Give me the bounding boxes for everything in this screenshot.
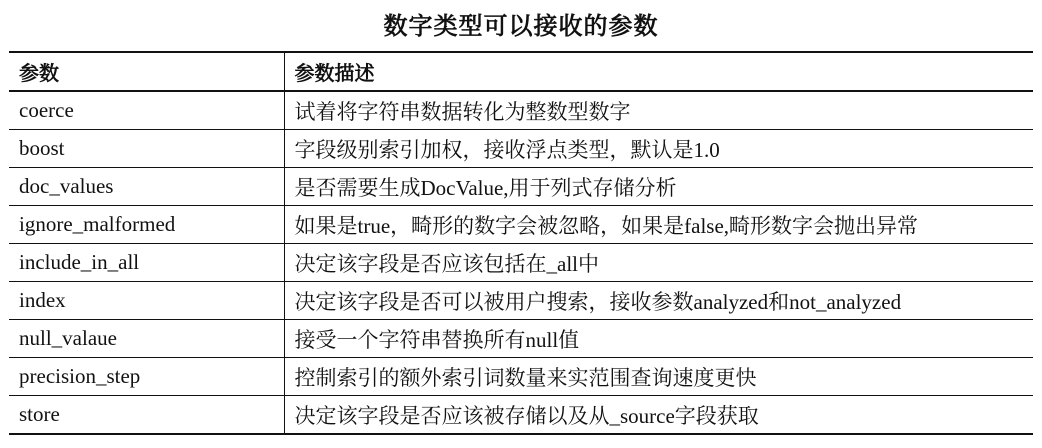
param-description: 如果是true，畸形的数字会被忽略，如果是false,畸形数字会抛出异常 — [284, 206, 1033, 244]
param-description: 决定该字段是否应该包括在_all中 — [284, 244, 1033, 282]
param-name: coerce — [9, 91, 284, 130]
table-row — [9, 168, 1033, 206]
param-name: ignore_malformed — [9, 206, 284, 244]
table-row — [9, 358, 1033, 396]
table-row — [9, 320, 1033, 358]
param-description: 字段级别索引加权，接收浮点类型，默认是1.0 — [284, 130, 1033, 168]
table-title: 数字类型可以接收的参数 — [383, 14, 659, 40]
table-row — [9, 91, 1033, 130]
param-name: store — [9, 396, 284, 435]
param-name: boost — [9, 130, 284, 168]
table-row — [9, 130, 1033, 168]
table-row — [9, 282, 1033, 320]
param-name: doc_values — [9, 168, 284, 206]
table-row — [9, 396, 1033, 435]
param-name: index — [9, 282, 284, 320]
parameters-table — [9, 51, 1033, 435]
param-description: 是否需要生成DocValue,用于列式存储分析 — [284, 168, 1033, 206]
header-description: 参数描述 — [284, 52, 1033, 91]
param-description: 接受一个字符串替换所有null值 — [284, 320, 1033, 358]
param-name: null_valaue — [9, 320, 284, 358]
table-row — [9, 206, 1033, 244]
param-description: 决定该字段是否应该被存储以及从_source字段获取 — [284, 396, 1033, 435]
param-name: include_in_all — [9, 244, 284, 282]
param-name: precision_step — [9, 358, 284, 396]
param-description: 控制索引的额外索引词数量来实范围查询速度更快 — [284, 358, 1033, 396]
param-description: 决定该字段是否可以被用户搜索，接收参数analyzed和not_analyzed — [284, 282, 1033, 320]
table-row — [9, 244, 1033, 282]
header-param: 参数 — [9, 52, 284, 91]
table-header-row — [9, 52, 1033, 91]
param-description: 试着将字符串数据转化为整数型数字 — [284, 91, 1033, 130]
